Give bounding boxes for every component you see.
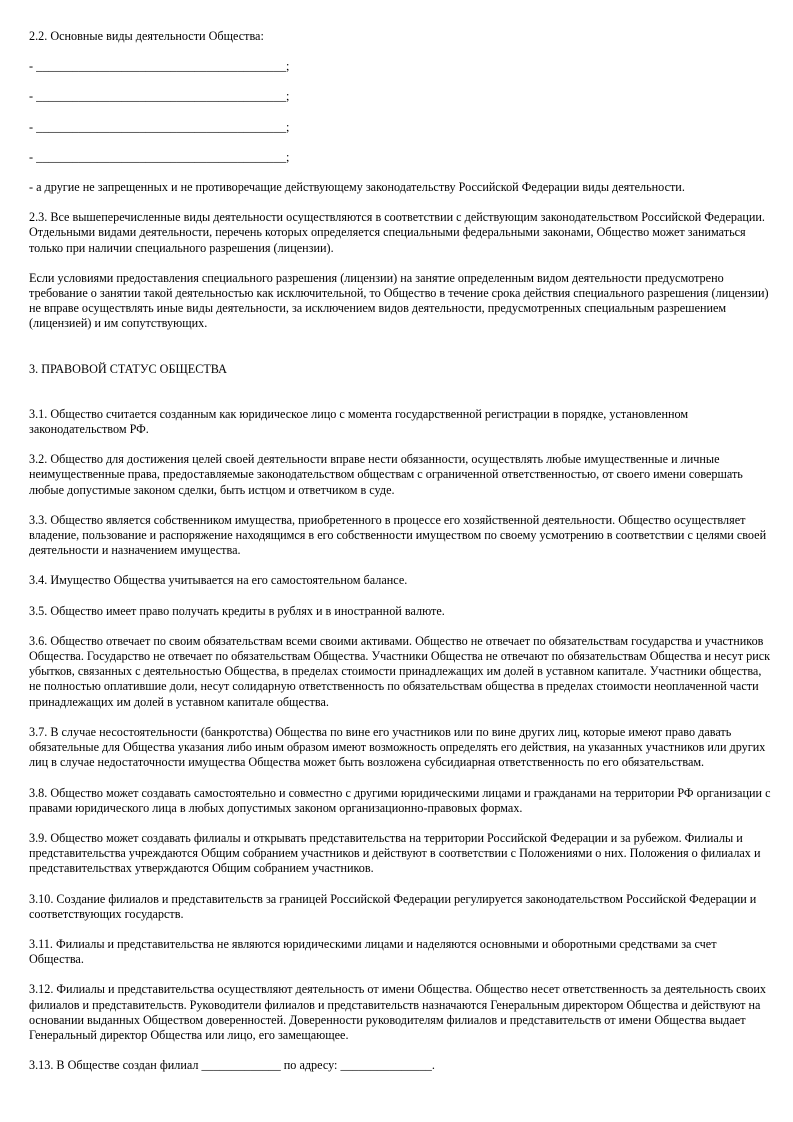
activity-blank-3: - _________________________________________; — [29, 119, 290, 134]
section-2-3-exclusive: Если условиями предоставления специального разрешения (лицензии) на занятие определенным видом деятельности предусмотрено требование о занятии такой деятельностью как исключительной, то Общество в течение срока действия специального разрешения (лицензии) не вправе осуществлять иные виды деятельности, за исключением видов деятельности, предусмотренных специальным разрешением (лицензией) и им сопутствующих. — [29, 270, 769, 331]
paragraph-3-13: 3.13. В Обществе создан филиал _____________ по адресу: _______________. — [29, 1058, 435, 1073]
paragraph-3-3: 3.3. Общество является собственником имущества, приобретенного в процессе его хозяйственной деятельности. Общество осуществляет владение, пользование и распоряжение находящимся в его собственности имуществом по своему усмотрению в соответствии с целями своей деятельности и назначением имущества. — [29, 512, 767, 558]
other-activities: - а другие не запрещенных и не противоречащие действующему законодательству Российской Федерации виды деятельности. — [29, 180, 685, 195]
paragraph-3-11: 3.11. Филиалы и представительства не являются юридическими лицами и наделяются основными и оборотными средствами за счет Общества. — [29, 936, 717, 967]
section-3-heading: 3. ПРАВОВОЙ СТАТУС ОБЩЕСТВА — [29, 361, 227, 376]
activity-blank-1: - _________________________________________; — [29, 59, 290, 74]
document-page — [29, 29, 774, 1073]
activity-blank-2: - _________________________________________; — [29, 89, 290, 104]
paragraph-3-7: 3.7. В случае несостоятельности (банкротства) Общества по вине его участников или по вине других лиц, которые имеют право давать обязательные для Общества указания либо иным образом имеют возможность определять его действия, на указанных участников или других лиц в случае недостаточности имущества Общества может быть возложена субсидиарная ответственность по его обязательствам. — [29, 724, 766, 770]
paragraph-3-10: 3.10. Создание филиалов и представительств за границей Российской Федерации регулируется законодательством Российской Федерации и соответствующих государств. — [29, 891, 757, 921]
section-2-2-title: 2.2. Основные виды деятельности Общества: — [29, 29, 264, 43]
paragraph-3-2: 3.2. Общество для достижения целей своей деятельности вправе нести обязанности, осуществлять любые имущественные и личные неимущественные права, предоставляемые законодательством обществам с ограниченной ответственностью, от своего имени совершать любые допустимые законом сделки, быть истцом и ответчиком в суде. — [29, 452, 743, 497]
paragraph-3-4: 3.4. Имущество Общества учитывается на его самостоятельном балансе. — [29, 573, 408, 588]
activity-blank-4: - _________________________________________; — [29, 149, 290, 164]
section-2-3: 2.3. Все вышеперечисленные виды деятельности осуществляются в соответствии с действующим законодательством Российской Федерации. Отдельными видами деятельности, перечень которых определяется специальными федеральными законами, Общество может заниматься только при наличии специального разрешения (лицензии). — [29, 210, 765, 255]
paragraph-3-9: 3.9. Общество может создавать филиалы и открывать представительства на территории Российской Федерации и за рубежом. Филиалы и представительства учреждаются Общим собранием участников и действуют в соответствии с Положениями о них. Положения о филиалах и представительствах утверждаются Общим собранием участников. — [29, 830, 761, 876]
paragraph-3-8: 3.8. Общество может создавать самостоятельно и совместно с другими юридическими лицами и гражданами на территории РФ организации с правами юридического лица в любых допустимых законом организационно-правовых формах. — [29, 785, 771, 815]
paragraph-3-12: 3.12. Филиалы и представительства осуществляют деятельность от имени Общества. Общество несет ответственность за деятельность своих филиалов и представительств. Руководители филиалов и представительств назначаются Генеральным директором Общества и действуют на основании выданных Обществом доверенностей. Доверенности руководителям филиалов и представительств от имени Общества выдает Генеральный директор Общества или лицо, его замещающее. — [29, 982, 766, 1042]
paragraph-3-1: 3.1. Общество считается созданным как юридическое лицо с момента государственной регистрации в порядке, установленном законодательством РФ. — [29, 406, 689, 437]
paragraph-3-6: 3.6. Общество отвечает по своим обязательствам всеми своими активами. Общество не отвечает по обязательствам государства и участников Общества. Государство не отвечает по обязательствам Общества. Участники Общества не отвечают по обязательствам Общества и несут риск убытков, связанных с деятельностью Общества, в пределах стоимости принадлежащих им долей в уставном капитале. Участники общества, не полностью оплатившие доли, несут солидарную ответственность по обязательствам общества в пределах стоимости неоплаченной части принадлежащих им долей в уставном капитале общества. — [29, 633, 771, 709]
paragraph-3-5: 3.5. Общество имеет право получать кредиты в рублях и в иностранной валюте. — [29, 603, 445, 618]
